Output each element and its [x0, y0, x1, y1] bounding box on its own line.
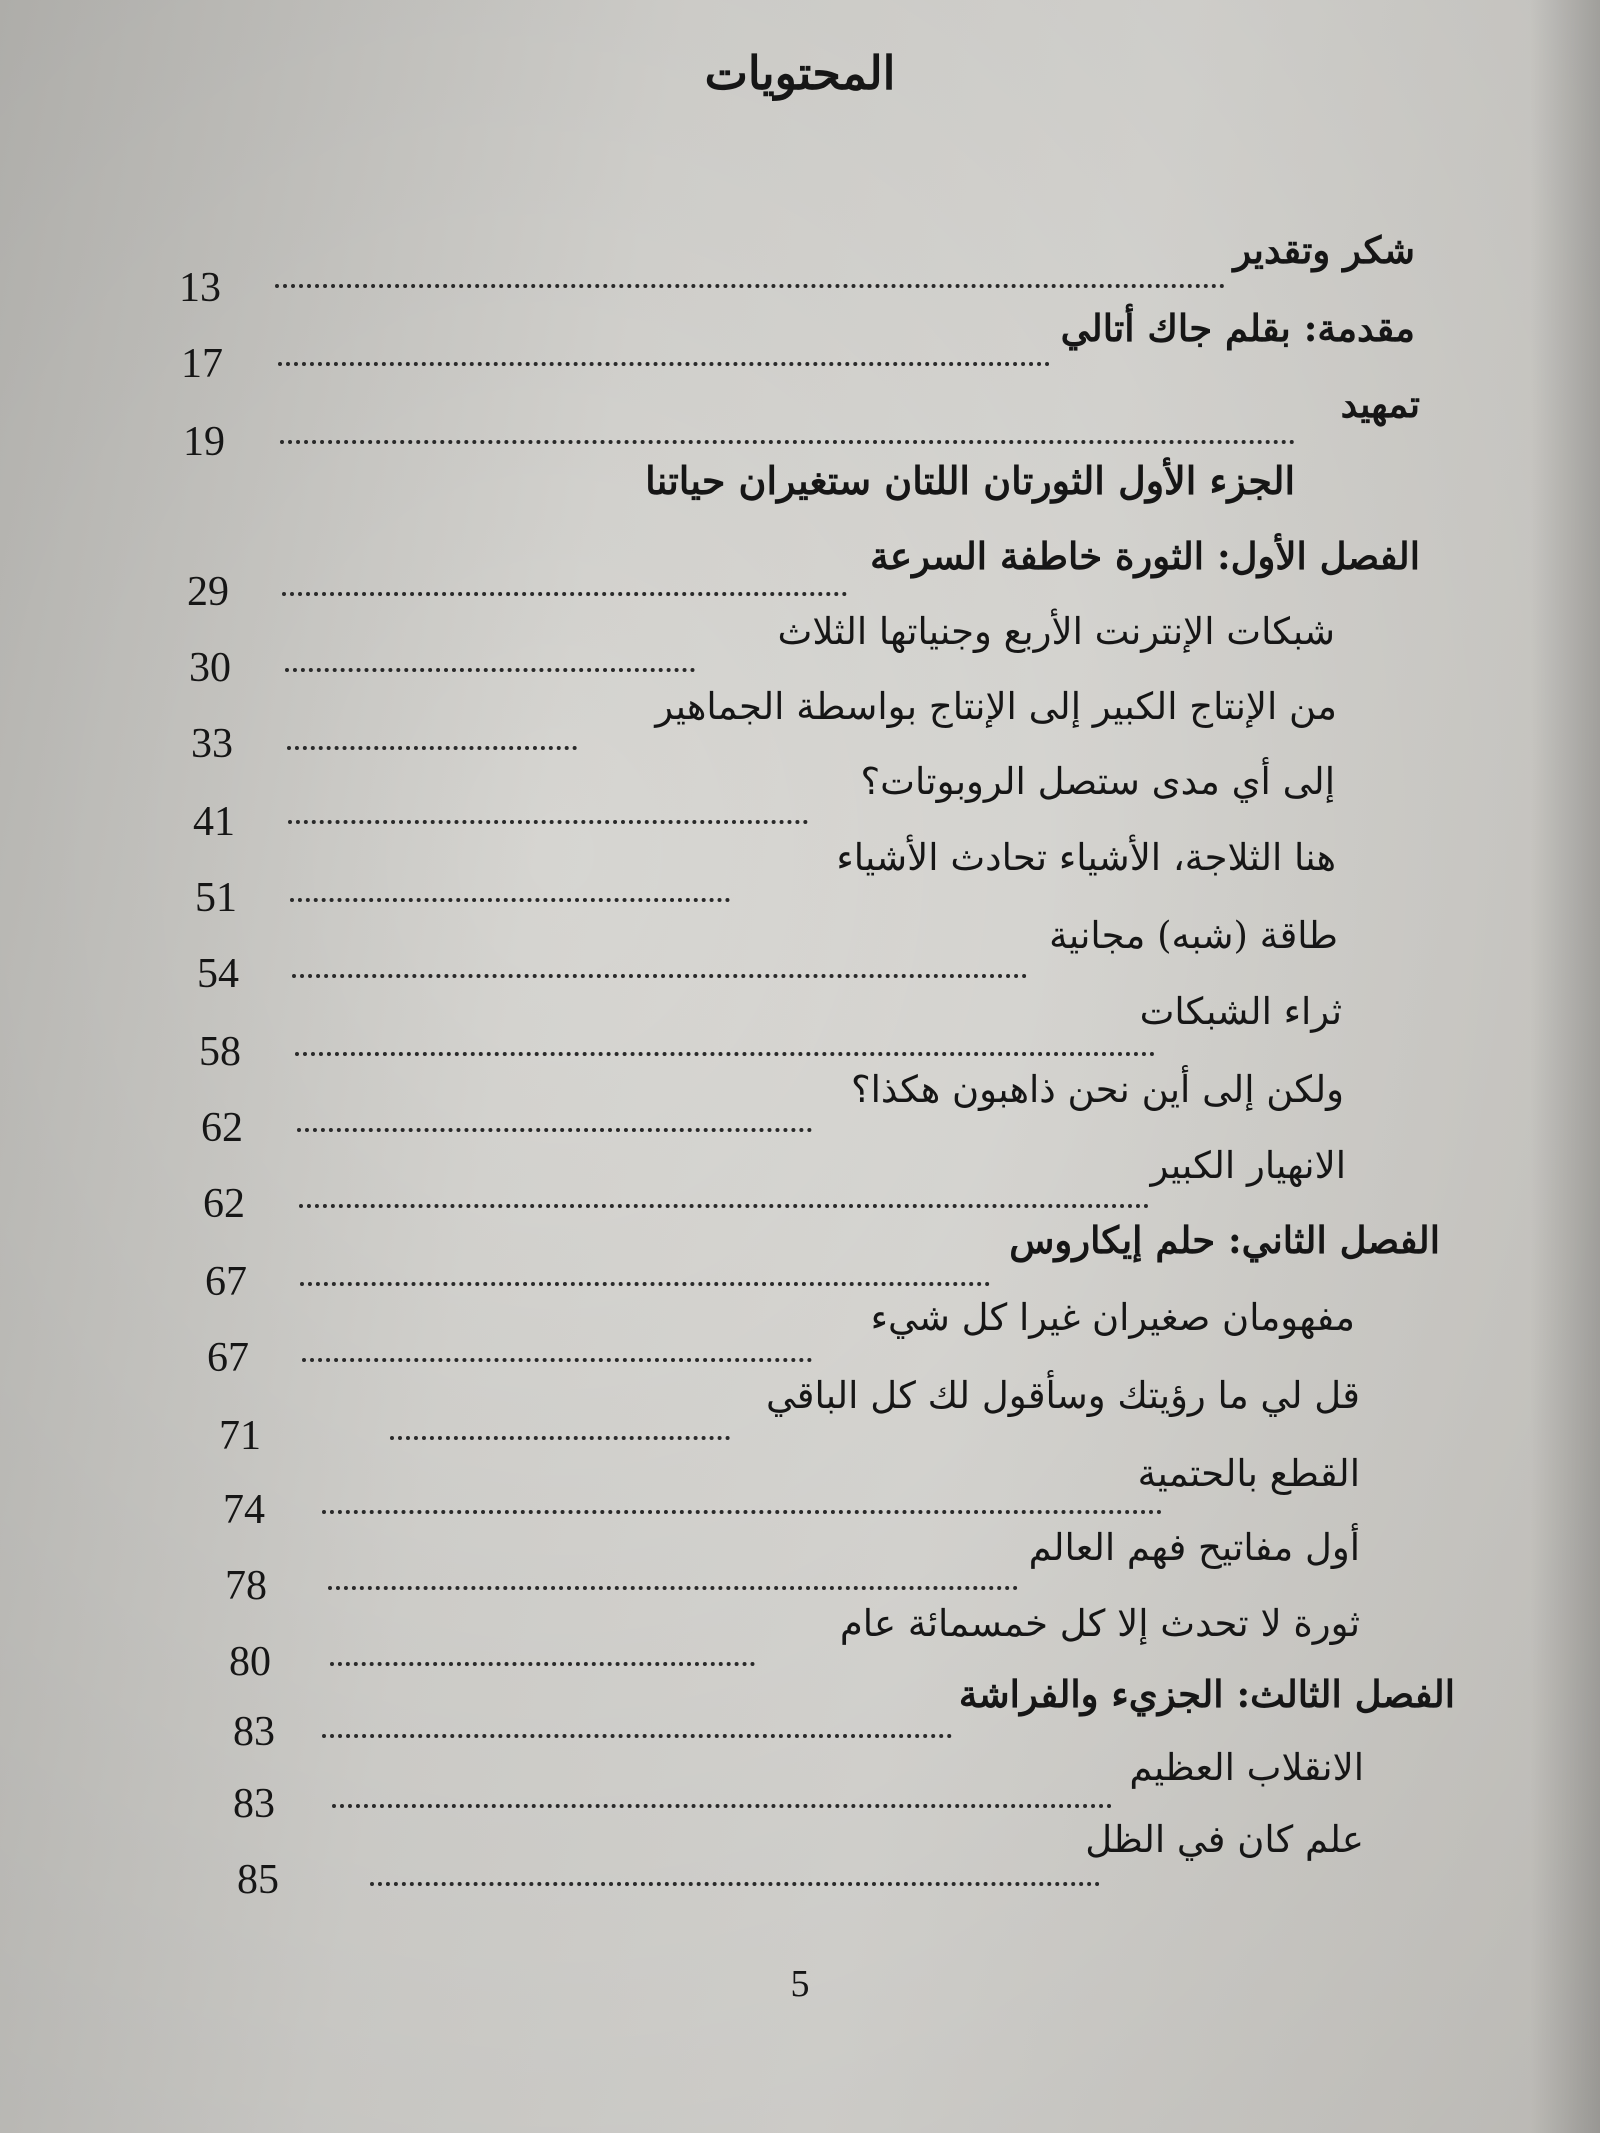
toc-entry: علم كان في الظل	[1085, 1818, 1364, 1861]
toc-leader	[328, 1586, 1018, 1590]
toc-leader	[280, 440, 1295, 444]
toc-page-number: 51	[195, 875, 237, 921]
toc-page-number: 17	[181, 341, 223, 387]
toc-page-number: 41	[193, 799, 235, 845]
toc-page-number: 33	[191, 721, 233, 767]
toc-leader	[390, 1436, 730, 1440]
toc-page-number: 78	[225, 1563, 267, 1609]
toc-entry: شبكات الإنترنت الأربع وجنياتها الثلاث	[777, 610, 1335, 653]
toc-entry: ولكن إلى أين نحن ذاهبون هكذا؟	[850, 1068, 1344, 1111]
toc-page-number: 19	[183, 419, 225, 465]
toc-leader	[288, 820, 808, 824]
toc-entry: القطع بالحتمية	[1137, 1452, 1360, 1495]
toc-entry: إلى أي مدى ستصل الروبوتات؟	[860, 760, 1335, 803]
toc-page-number: 62	[203, 1181, 245, 1227]
toc-leader	[332, 1804, 1112, 1808]
page-edge-shadow	[1530, 0, 1600, 2133]
part-heading: الجزء الأول الثورتان اللتان ستغيران حياتنا	[645, 458, 1295, 503]
toc-entry-chapter-1: الفصل الأول: الثورة خاطفة السرعة	[870, 534, 1420, 578]
toc-page-number: 83	[233, 1781, 275, 1827]
toc-leader	[322, 1734, 952, 1738]
toc-page-number: 13	[179, 265, 221, 311]
toc-entry: الانقلاب العظيم	[1129, 1746, 1364, 1789]
toc-page-number: 74	[223, 1487, 265, 1533]
toc-page-number: 58	[199, 1029, 241, 1075]
toc-page-number: 85	[237, 1857, 279, 1903]
toc-entry: ثراء الشبكات	[1139, 990, 1342, 1033]
toc-page-number: 30	[189, 645, 231, 691]
toc-page-number: 29	[187, 569, 229, 615]
toc-entry-acknowledgments: شكر وتقدير	[1233, 228, 1415, 272]
toc-page-number: 71	[219, 1413, 261, 1459]
toc-entry: أول مفاتيح فهم العالم	[1028, 1526, 1360, 1569]
toc-entry: مفهومان صغيران غيرا كل شيء	[870, 1296, 1355, 1339]
toc-leader	[295, 1052, 1155, 1056]
toc-leader	[300, 1282, 990, 1286]
toc-entry-chapter-2: الفصل الثاني: حلم إيكاروس	[1009, 1218, 1440, 1262]
toc-leader	[285, 668, 695, 672]
toc-leader	[287, 746, 577, 750]
toc-leader	[297, 1128, 812, 1132]
toc-page-number: 83	[233, 1709, 275, 1755]
toc-page-number: 54	[197, 951, 239, 997]
toc-leader	[278, 362, 1050, 366]
toc-leader	[302, 1358, 812, 1362]
toc-entry-preface: تمهيد	[1340, 382, 1420, 426]
toc-leader	[299, 1204, 1149, 1208]
toc-leader	[275, 284, 1225, 288]
toc-page-number: 67	[207, 1335, 249, 1381]
toc-entry-chapter-3: الفصل الثالث: الجزيء والفراشة	[958, 1672, 1455, 1716]
toc-page-number: 80	[229, 1639, 271, 1685]
toc-leader	[290, 898, 730, 902]
toc-leader	[370, 1882, 1100, 1886]
toc-leader	[282, 592, 847, 596]
toc-entry-introduction: مقدمة: بقلم جاك أتالي	[1060, 306, 1415, 350]
toc-page-number: 67	[205, 1259, 247, 1305]
page-title: المحتويات	[704, 46, 896, 100]
toc-entry: طاقة (شبه) مجانية	[1049, 914, 1338, 957]
toc-leader	[322, 1510, 1162, 1514]
page-number: 5	[790, 1963, 810, 2005]
toc-entry: الانهيار الكبير	[1150, 1144, 1346, 1187]
toc-leader	[330, 1662, 755, 1666]
toc-leader	[292, 974, 1027, 978]
toc-page-number: 62	[201, 1105, 243, 1151]
toc-entry: هنا الثلاجة، الأشياء تحادث الأشياء	[836, 836, 1336, 879]
toc-entry: قل لي ما رؤيتك وسأقول لك كل الباقي	[765, 1374, 1360, 1417]
toc-entry: ثورة لا تحدث إلا كل خمسمائة عام	[839, 1602, 1360, 1645]
toc-entry: من الإنتاج الكبير إلى الإنتاج بواسطة الجماهير	[655, 685, 1337, 728]
